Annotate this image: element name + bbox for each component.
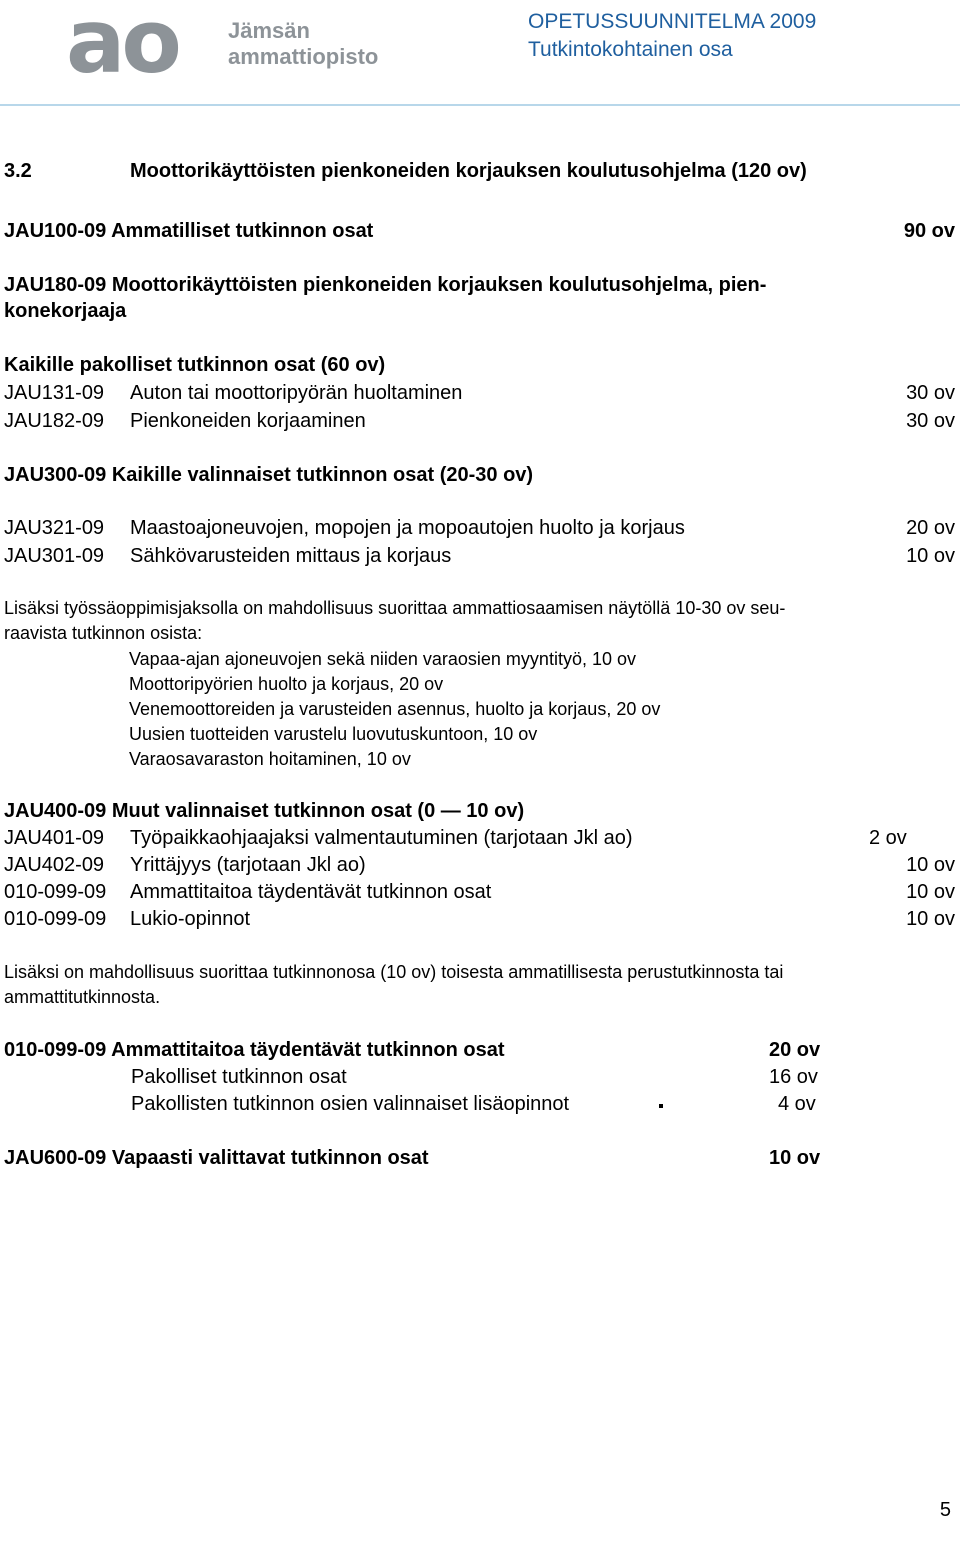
item-name: Maastoajoneuvojen, mopojen ja mopoautojen huolto ja korjaus <box>130 517 685 539</box>
workplace-item: Moottoripyörien huolto ja korjaus, 20 ov <box>129 674 444 694</box>
mandatory-heading: Kaikille pakolliset tutkinnon osat (60 ov) <box>4 354 386 376</box>
item-name: Yrittäjyys (tarjotaan Jkl ao) <box>130 854 366 876</box>
item-value: 10 ov <box>906 545 955 567</box>
list-item <box>4 881 955 904</box>
list-item <box>4 410 955 433</box>
item-value: 2 ov <box>869 827 907 849</box>
item-name: Ammattitaitoa täydentävät tutkinnon osat <box>130 881 492 903</box>
item-code: 010-099-09 <box>4 908 107 930</box>
item-code: 010-099-09 <box>4 881 107 903</box>
logo-letters: ao <box>66 0 178 93</box>
free-choice-value: 10 ov <box>769 1147 821 1169</box>
supplementary-item-name: Pakollisten tutkinnon osien valinnaiset lisäopinnot <box>131 1093 570 1115</box>
item-code: JAU182-09 <box>4 410 105 432</box>
bullet-dot <box>659 1104 663 1108</box>
item-name: Työpaikkaohjaajaksi valmentautuminen (tarjotaan Jkl ao) <box>130 827 633 849</box>
item-value: 20 ov <box>906 517 955 539</box>
item-value: 10 ov <box>906 908 955 930</box>
item-name: Lukio-opinnot <box>130 908 251 930</box>
supplementary-heading: 010-099-09 Ammattitaitoa täydentävät tutkinnon osat <box>4 1039 505 1061</box>
other-optional-heading: JAU400-09 Muut valinnaiset tutkinnon osat (0 — 10 ov) <box>4 800 525 822</box>
list-item <box>4 854 955 877</box>
list-item <box>4 545 955 568</box>
logo-line2: ammattiopisto <box>228 44 379 69</box>
item-code: JAU131-09 <box>4 382 105 404</box>
doc-subtitle: Tutkintokohtainen osa <box>528 38 733 61</box>
item-code: JAU402-09 <box>4 854 105 876</box>
supplementary-item-value: 4 ov <box>778 1093 816 1115</box>
list-item <box>4 382 955 405</box>
section-title: Moottorikäyttöisten pienkoneiden korjauksen koulutusohjelma (120 ov) <box>130 160 807 182</box>
workplace-line1: Lisäksi työssäoppimisjaksolla on mahdollisuus suorittaa ammattiosaamisen näytöllä 10-30 ov seu- <box>4 598 786 618</box>
jau100-label: JAU100-09 Ammatilliset tutkinnon osat <box>4 220 374 242</box>
list-item <box>4 517 955 540</box>
item-name: Sähkövarusteiden mittaus ja korjaus <box>130 545 452 567</box>
extra-note-line2: ammattitutkinnosta. <box>4 987 161 1007</box>
optional-heading: JAU300-09 Kaikille valinnaiset tutkinnon osat (20-30 ov) <box>4 464 534 486</box>
jau180-line1: JAU180-09 Moottorikäyttöisten pienkoneiden korjauksen koulutusohjelma, pien- <box>4 274 767 296</box>
extra-note-line1: Lisäksi on mahdollisuus suorittaa tutkinnonosa (10 ov) toisesta ammatillisesta perustutkinnosta tai <box>4 962 784 982</box>
header-rule <box>0 90 960 106</box>
school-logo <box>66 0 379 93</box>
supplementary-value: 20 ov <box>769 1039 821 1061</box>
item-value: 10 ov <box>906 881 955 903</box>
workplace-item: Varaosavaraston hoitaminen, 10 ov <box>129 749 411 769</box>
workplace-item: Vapaa-ajan ajoneuvojen sekä niiden varaosien myyntityö, 10 ov <box>129 649 636 669</box>
workplace-item: Uusien tuotteiden varustelu luovutuskuntoon, 10 ov <box>129 724 538 744</box>
item-code: JAU401-09 <box>4 827 105 849</box>
list-item <box>4 908 955 931</box>
item-code: JAU321-09 <box>4 517 105 539</box>
item-value: 30 ov <box>906 382 955 404</box>
jau180-line2: konekorjaaja <box>4 300 127 322</box>
supplementary-item-value: 16 ov <box>769 1066 818 1088</box>
workplace-line2: raavista tutkinnon osista: <box>4 623 203 643</box>
supplementary-item-name: Pakolliset tutkinnon osat <box>131 1066 347 1088</box>
item-name: Pienkoneiden korjaaminen <box>130 410 366 432</box>
logo-line1: Jämsän <box>228 18 310 43</box>
section-number: 3.2 <box>4 160 32 182</box>
doc-title: OPETUSSUUNNITELMA 2009 <box>528 10 817 33</box>
page-number: 5 <box>939 1499 951 1521</box>
item-value: 10 ov <box>906 854 955 876</box>
item-code: JAU301-09 <box>4 545 105 567</box>
item-name: Auton tai moottoripyörän huoltaminen <box>130 382 463 404</box>
jau100-value: 90 ov <box>903 220 955 242</box>
item-value: 30 ov <box>906 410 955 432</box>
list-item <box>4 827 955 850</box>
free-choice-label: JAU600-09 Vapaasti valittavat tutkinnon osat <box>4 1147 429 1169</box>
workplace-item: Venemoottoreiden ja varusteiden asennus, huolto ja korjaus, 20 ov <box>129 699 661 719</box>
